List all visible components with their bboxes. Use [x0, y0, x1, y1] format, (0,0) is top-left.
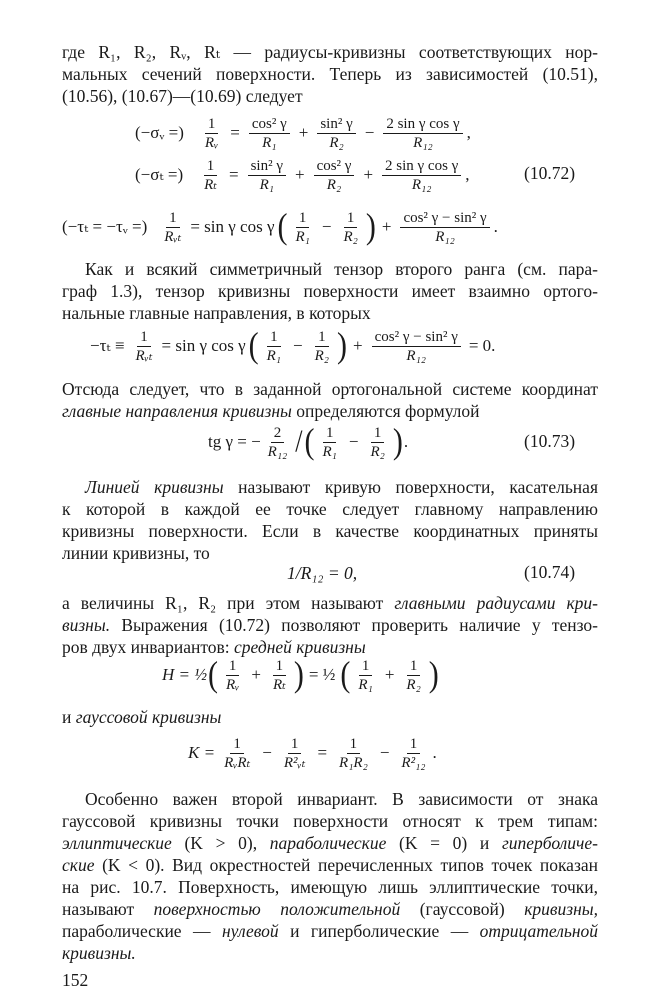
- fraction: $\frac{1}{\text{RᵥRₜ}}$: [224, 735, 251, 771]
- para5-line-3: ров двух инвариантов: средней кривизны: [62, 637, 366, 657]
- fraction: $\frac{1}{\text{R₂}}$: [406, 657, 421, 693]
- fraction: $\frac{1}{\text{Rᵥₜ}}$: [135, 328, 153, 364]
- intro-line-2: мальных сечений поверхности. Теперь из зависимостей (10.51),: [62, 64, 598, 84]
- para2-line-1: Как и всякий симметричный тензор второго ранга (см. пара-: [85, 259, 598, 279]
- para6-line-7: параболические — нулевой и гиперболические — отрицательной: [62, 921, 599, 941]
- fraction: $\frac{\text{2 sin γ cos γ}}{\text{R₁₂}}$: [383, 115, 462, 152]
- para6-line-8: кривизны.: [62, 943, 136, 963]
- para4-line-1: Линией кривизны называют кривую поверхности, касательная: [85, 477, 598, 497]
- fraction: $\frac{1}{\text{R₂}}$: [370, 424, 385, 460]
- equation-tg-gamma: tg γ = − $\frac{2}{\text{R₁₂}}$ / ( $\frac{1}{\text{R₁}}$ − $\frac{1}{\text{R₂}}$ ) .: [208, 421, 409, 462]
- fraction: $\frac{\text{2 sin γ cos γ}}{\text{R₁₂}}$: [382, 157, 461, 194]
- eq-lhs: K =: [188, 743, 216, 762]
- equation-number: (10.74): [524, 562, 576, 582]
- fraction: $\frac{\text{cos² γ − sin² γ}}{\text{R₁₂}}$: [372, 328, 461, 365]
- fraction: $\frac{1}{\text{Rᵥ}}$: [204, 115, 219, 151]
- fraction: $\frac{\text{sin² γ}}{\text{R₁}}$: [248, 157, 286, 194]
- para4-line-2: к которой в каждой ее точке следует главному направлению: [62, 499, 598, 519]
- fraction: $\frac{\text{sin² γ}}{\text{R₂}}$: [317, 115, 355, 152]
- eq-lhs: (−σᵥ =): [135, 123, 184, 142]
- fraction: $\frac{1}{\text{R₂}}$: [314, 328, 330, 364]
- fraction: $\frac{\text{cos² γ}}{\text{R₂}}$: [314, 157, 355, 194]
- fraction: $\frac{1}{\text{R₂}}$: [343, 209, 358, 245]
- equation-r12: 1/R₁₂ = 0,: [287, 563, 358, 583]
- fraction: $\frac{1}{\text{R₁}}$: [358, 657, 373, 693]
- para3-line-2: главные направления кривизны определяются формулой: [62, 401, 480, 421]
- fraction: $\frac{\text{cos² γ}}{\text{R₁}}$: [249, 115, 290, 152]
- para6-line-1: Особенно важен второй инвариант. В зависимости от знака: [85, 789, 598, 809]
- equation-number: (10.72): [524, 163, 576, 183]
- para6-line-4: ские (K < 0). Вид окрестностей перечисленных типов точек показан: [62, 855, 598, 875]
- para3-line-1: Отсюда следует, что в заданной ортогональной системе координат: [62, 379, 598, 399]
- fraction: $\frac{1}{\text{R₁}}$: [266, 328, 282, 364]
- eq-lhs: (−τₜ = −τᵥ =): [62, 217, 148, 236]
- fraction: $\frac{1}{\text{Rᵥₜ}}$: [164, 209, 182, 245]
- equation-mean-curvature: H = ½ ( $\frac{1}{\text{Rᵥ}}$ + $\frac{1}{\text{Rₜ}}$ ) = ½ ( $\frac{1}{\text{R₁}}$ + $\frac{1}{\text{R₂}}$ ): [162, 654, 439, 695]
- para4-line-4: линии кривизны, то: [62, 543, 210, 563]
- fraction: $\frac{1}{\text{Rᵥ}}$: [226, 657, 240, 693]
- fraction: $\frac{1}{\text{Rₜ}}$: [272, 657, 286, 693]
- para5-line-2: визны. Выражения (10.72) позволяют проверить наличие у тензо-: [62, 615, 598, 635]
- fraction: $\frac{1}{\text{R₁}}$: [322, 424, 337, 460]
- equation-principal-directions: −τₜ ≡ $\frac{1}{\text{Rᵥₜ}}$ = sin γ cos γ ( $\frac{1}{\text{R₁}}$ − $\frac{1}{\text{R₂}}$ ) + $\frac{\text{cos² γ − sin² γ}}{\text{R₁₂}}$ = 0.: [90, 325, 496, 366]
- para6-line-2: гауссовой кривизны точки поверхности относят к трем типам:: [62, 811, 598, 831]
- fraction: $\frac{\text{cos² γ − sin² γ}}{\text{R₁₂}}$: [400, 209, 489, 246]
- para4-line-3: кривизны поверхности. Если в качестве координатных приняты: [62, 521, 598, 541]
- gauss-curvature-label: и гауссовой кривизны: [62, 707, 222, 727]
- intro-line-1: где R₁, R₂, Rᵥ, Rₜ — радиусы-кривизны соответствующих нор-: [62, 42, 598, 62]
- equation-sigma-v: (−σᵥ =) $\frac{1}{\text{Rᵥ}}$ = $\frac{\text{cos² γ}}{\text{R₁}}$ + $\frac{\text{sin² γ}}{\text{R₂}}$ − $\frac{\text{2 sin γ cos γ}}{\text{R₁₂}}$ ,: [135, 115, 471, 151]
- equation-tau: (−τₜ = −τᵥ =) $\frac{1}{\text{Rᵥₜ}}$ = sin γ cos γ ( $\frac{1}{\text{R₁}}$ − $\frac{1}{\text{R₂}}$ ) + $\frac{\text{cos² γ − sin² γ}}{\text{R₁₂}}$ .: [62, 206, 498, 247]
- para2-line-3: нальные главные направления, в которых: [62, 303, 371, 323]
- fraction: $\frac{2}{\text{R₁₂}}$: [267, 424, 288, 460]
- eq-lhs: H = ½: [162, 665, 207, 684]
- page-number: 152: [62, 970, 89, 990]
- equation-gauss-curvature: K = $\frac{1}{\text{RᵥRₜ}}$ − $\frac{1}{\text{R²ᵥₜ}}$ = $\frac{1}{\text{R₁R₂}}$ − $\frac{1}{\text{R²₁₂}}$ .: [188, 735, 437, 771]
- equation-number: (10.73): [524, 431, 576, 451]
- para6-line-6: называют поверхностью положительной (гауссовой) кривизны,: [62, 899, 598, 919]
- para6-line-5: на рис. 10.7. Поверхность, имеющую лишь эллиптические точки,: [62, 877, 598, 897]
- eq-lhs: (−σₜ =): [135, 165, 184, 184]
- para6-line-3: эллиптические (K > 0), параболические (K = 0) и гиперболиче-: [62, 833, 598, 853]
- para2-line-2: граф 1.3), тензор кривизны поверхности имеет взаимно ортого-: [62, 281, 598, 301]
- fraction: $\frac{1}{\text{R²₁₂}}$: [401, 735, 426, 771]
- fraction: $\frac{1}{\text{R²ᵥₜ}}$: [283, 735, 306, 771]
- eq-lhs: −τₜ ≡: [90, 336, 125, 355]
- fraction: $\frac{1}{\text{Rₜ}}$: [204, 157, 217, 193]
- eq-lhs: tg γ = −: [208, 432, 261, 451]
- fraction: $\frac{1}{\text{R₁R₂}}$: [339, 735, 368, 771]
- para5-line-1: а величины R₁, R₂ при этом называют главными радиусами кри-: [62, 593, 599, 613]
- fraction: $\frac{1}{\text{R₁}}$: [295, 209, 310, 245]
- intro-line-3: (10.56), (10.67)—(10.69) следует: [62, 86, 303, 106]
- equation-sigma-t: (−σₜ =) $\frac{1}{\text{Rₜ}}$ = $\frac{\text{sin² γ}}{\text{R₁}}$ + $\frac{\text{cos² γ}}{\text{R₂}}$ + $\frac{\text{2 sin γ cos γ}}{\text{R₁₂}}$ ,: [135, 157, 470, 193]
